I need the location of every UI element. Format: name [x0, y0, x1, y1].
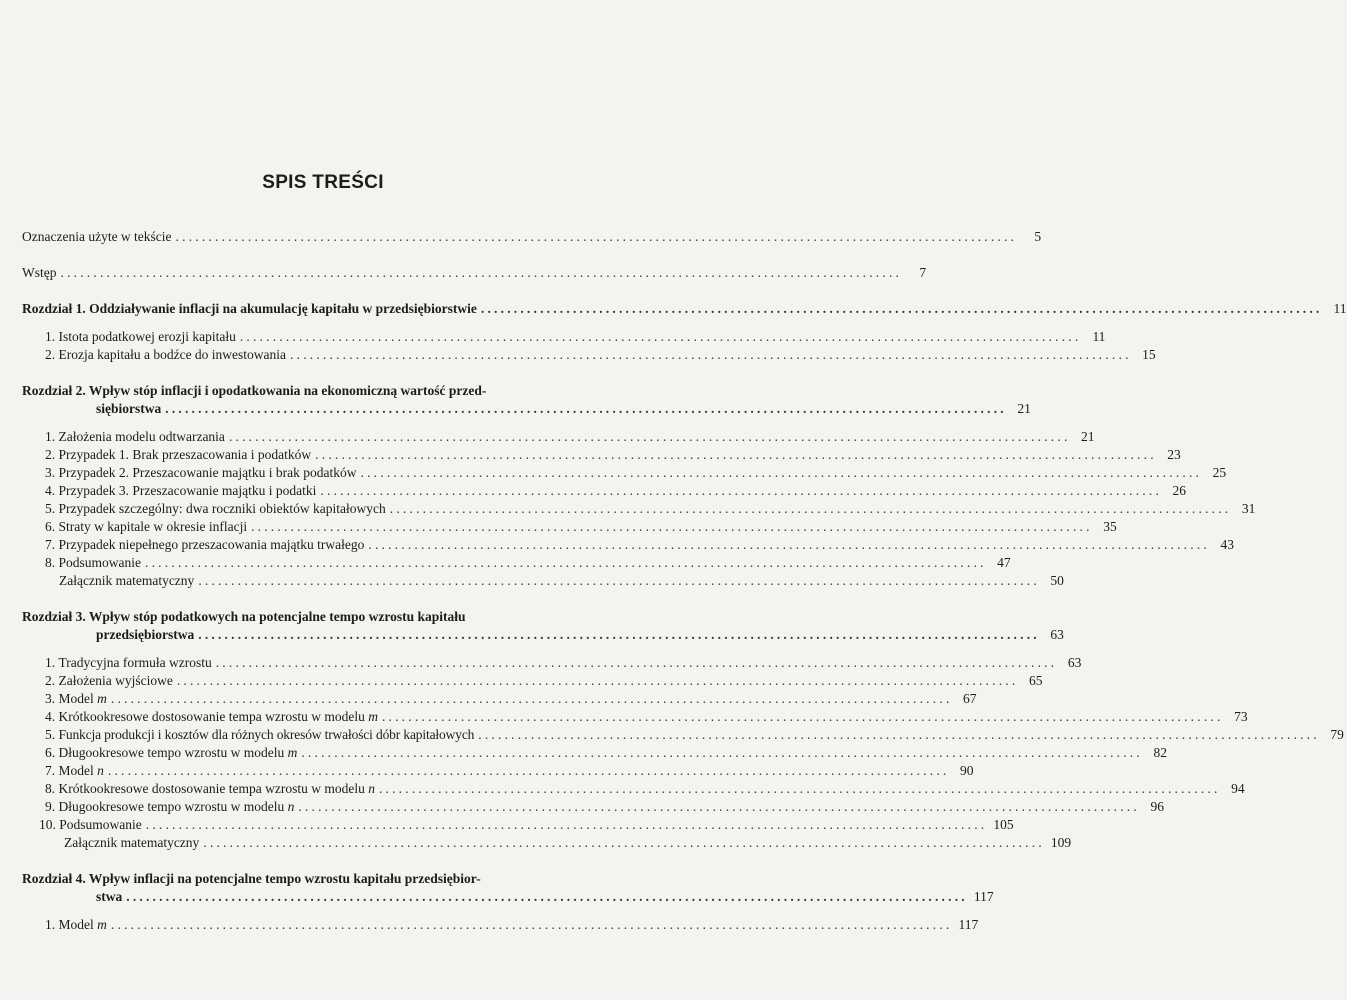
page-number: 35 — [1103, 519, 1117, 534]
toc-entry — [22, 690, 977, 708]
chapter-heading-continued — [22, 888, 994, 906]
page-number: 94 — [1231, 781, 1245, 796]
page-number: 65 — [1028, 673, 1043, 688]
page-number: 21 — [1017, 401, 1031, 416]
entry-text: Przypadek 2. Przeszacowanie majątku i brak podatków — [58, 465, 357, 480]
chapter-heading-continued — [22, 400, 1031, 418]
leader-dots: ................................................................................................................................ — [360, 465, 1203, 480]
page-number: 11 — [1092, 329, 1106, 344]
page-number: 11 — [1333, 301, 1347, 316]
leader-dots: ................................................................................................................................ — [60, 265, 903, 280]
toc-entry — [22, 572, 1064, 590]
page-number: 5 — [1034, 229, 1042, 244]
page-number: 50 — [1050, 573, 1064, 588]
entry-text: Straty w kapitale w okresie inflacji — [58, 519, 248, 534]
toc-entry — [22, 834, 1072, 852]
leader-dots: ................................................................................................................................ — [126, 889, 968, 904]
page-number: 90 — [959, 763, 974, 778]
toc-entry — [22, 916, 979, 934]
page-number: 47 — [997, 555, 1011, 570]
toc-entry — [22, 264, 927, 282]
toc-entry — [22, 428, 1095, 446]
entry-text: Model — [58, 917, 94, 932]
page-title: SPIS TREŚCI — [262, 172, 384, 193]
toc-entry — [22, 464, 1227, 482]
toc-entry — [22, 816, 1014, 834]
leader-dots: ................................................................................................................................ — [389, 501, 1232, 516]
leader-dots: ................................................................................................................................ — [176, 673, 1019, 688]
entry-text: Przypadek niepełnego przeszacowania majątku trwałego — [58, 537, 365, 552]
leader-dots: ................................................................................................................................ — [378, 781, 1221, 796]
entry-number: 5. — [45, 501, 56, 516]
leader-dots: ................................................................................................................................ — [107, 763, 950, 778]
toc-entry — [22, 482, 1187, 500]
page-number: 25 — [1212, 465, 1227, 480]
entry-number: 2. — [45, 447, 56, 462]
page-number: 105 — [993, 817, 1014, 832]
entry-text: Przypadek 3. Przeszacowanie majątku i podatki — [58, 483, 317, 498]
entry-number: 1. — [45, 429, 56, 444]
entry-number: 5. — [45, 727, 56, 742]
entry-number: 9. — [45, 799, 56, 814]
toc-entry — [22, 446, 1181, 464]
entry-text: Oznaczenia użyte w tekście — [22, 229, 172, 244]
leader-dots: ................................................................................................................................ — [215, 655, 1058, 670]
entry-text: Model — [58, 763, 94, 778]
entry-text: Krótkookresowe dostosowanie tempa wzrostu w modelu — [58, 709, 365, 724]
entry-text: Podsumowanie — [58, 555, 141, 570]
leader-dots: ................................................................................................................................ — [239, 329, 1082, 344]
leader-dots: ................................................................................................................................ — [298, 799, 1140, 814]
leader-dots: ................................................................................................................................ — [480, 301, 1323, 316]
table-of-contents — [22, 228, 1347, 934]
model-variable: m — [287, 745, 298, 760]
entry-text: Erozja kapitału a bodźce do inwestowania — [58, 347, 287, 362]
page-number: 43 — [1220, 537, 1234, 552]
chapter-heading-continued — [22, 626, 1064, 644]
leader-dots: ................................................................................................................................ — [110, 917, 953, 932]
entry-number: 1. — [45, 655, 56, 670]
leader-dots: ................................................................................................................................ — [110, 691, 953, 706]
toc-entry — [22, 500, 1256, 518]
leader-dots: ................................................................................................................................ — [381, 709, 1224, 724]
model-variable: n — [97, 763, 104, 778]
entry-number: 6. — [45, 745, 56, 760]
leader-dots: ................................................................................................................................ — [165, 401, 1007, 416]
entry-number: 1. — [45, 917, 56, 932]
page-number: 117 — [958, 917, 979, 932]
entry-number: 6. — [45, 519, 56, 534]
entry-text: Tradycyjna formuła wzrostu — [58, 655, 212, 670]
entry-number: 1. — [45, 329, 56, 344]
entry-text: Krótkookresowe dostosowanie tempa wzrostu w modelu — [58, 781, 365, 796]
page-number: 67 — [962, 691, 977, 706]
leader-dots: ................................................................................................................................ — [320, 483, 1163, 498]
entry-number: 4. — [45, 709, 56, 724]
toc-entry — [22, 672, 1043, 690]
page-number: 73 — [1234, 709, 1248, 724]
toc-entry — [22, 518, 1117, 536]
toc-entry — [22, 554, 1011, 572]
page-number: 26 — [1172, 483, 1187, 498]
model-variable: m — [97, 917, 107, 932]
entry-text: przedsiębiorstwa — [96, 627, 195, 642]
entry-text: siębiorstwa — [96, 401, 162, 416]
toc-entry — [22, 726, 1344, 744]
toc-entry — [22, 328, 1106, 346]
page-number: 23 — [1167, 447, 1181, 462]
toc-entry — [22, 346, 1156, 364]
model-variable: n — [287, 799, 295, 814]
entry-text: Wstęp — [22, 265, 57, 280]
page-number: 82 — [1153, 745, 1167, 760]
page-number: 79 — [1330, 727, 1344, 742]
entry-text: Założenia modelu odtwarzania — [58, 429, 225, 444]
entry-text: Funkcja produkcji i kosztów dla różnych okresów trwałości dóbr kapitałowych — [58, 727, 475, 742]
leader-dots: ................................................................................................................................ — [175, 229, 1018, 244]
toc-entry — [22, 744, 1167, 762]
entry-text: Podsumowanie — [59, 817, 142, 832]
leader-dots: ................................................................................................................................ — [198, 627, 1040, 642]
entry-number: 7. — [45, 763, 56, 778]
entry-number: 8. — [45, 781, 56, 796]
entry-text: Przypadek 1. Brak przeszacowania i podatków — [58, 447, 312, 462]
entry-number: 7. — [45, 537, 56, 552]
chapter-heading — [22, 300, 1347, 318]
leader-dots: ................................................................................................................................ — [145, 555, 987, 570]
leader-dots: ................................................................................................................................ — [145, 817, 988, 832]
model-variable: m — [97, 691, 107, 706]
page-number: 31 — [1241, 501, 1256, 516]
page-number: 7 — [919, 265, 927, 280]
toc-entry — [22, 654, 1082, 672]
leader-dots: ................................................................................................................................ — [301, 745, 1143, 760]
model-variable: n — [368, 781, 375, 796]
toc-entry — [22, 798, 1164, 816]
page-number: 15 — [1142, 347, 1156, 362]
leader-dots: ................................................................................................................................ — [368, 537, 1210, 552]
chapter-heading: Rozdział 4. Wpływ inflacji na potencjalne tempo wzrostu kapitału przedsiębior- — [22, 871, 481, 886]
toc-entry — [22, 536, 1234, 554]
toc-entry — [22, 780, 1245, 798]
entry-number: 2. — [45, 673, 56, 688]
page-number: 96 — [1150, 799, 1164, 814]
entry-text: Założenia wyjściowe — [58, 673, 173, 688]
leader-dots: ................................................................................................................................ — [290, 347, 1132, 362]
entry-number: 8. — [45, 555, 56, 570]
leader-dots: ................................................................................................................................ — [251, 519, 1093, 534]
entry-text: Istota podatkowej erozji kapitału — [58, 329, 236, 344]
chapter-heading: Rozdział 3. Wpływ stóp podatkowych na potencjalne tempo wzrostu kapitału — [22, 609, 466, 624]
entry-text: Rozdział 1. Oddziaływanie inflacji na akumulację kapitału w przedsiębiorstwie — [22, 301, 477, 316]
leader-dots: ................................................................................................................................ — [478, 727, 1320, 742]
entry-number: 4. — [45, 483, 56, 498]
entry-text: Załącznik matematyczny — [59, 573, 195, 588]
leader-dots: ................................................................................................................................ — [315, 447, 1157, 462]
page-number: 109 — [1050, 835, 1072, 850]
leader-dots: ................................................................................................................................ — [198, 573, 1040, 588]
toc-entry — [22, 762, 974, 780]
model-variable: m — [368, 709, 378, 724]
page-number: 63 — [1050, 627, 1064, 642]
leader-dots: ................................................................................................................................ — [203, 835, 1045, 850]
entry-text: stwa — [96, 889, 123, 904]
chapter-heading: Rozdział 2. Wpływ stóp inflacji i opodatkowania na ekonomiczną wartość przed- — [22, 383, 487, 398]
page-number: 21 — [1081, 429, 1095, 444]
entry-number: 3. — [45, 691, 56, 706]
entry-text: Załącznik matematyczny — [64, 835, 200, 850]
entry-text: Model — [58, 691, 94, 706]
entry-text: Długookresowe tempo wzrostu w modelu — [58, 745, 285, 760]
leader-dots: ................................................................................................................................ — [228, 429, 1071, 444]
page-number: 63 — [1067, 655, 1082, 670]
entry-text: Przypadek szczególny: dwa roczniki obiektów kapitałowych — [58, 501, 386, 516]
toc-entry — [22, 708, 1248, 726]
page-number: 117 — [973, 889, 994, 904]
entry-text: Długookresowe tempo wzrostu w modelu — [58, 799, 285, 814]
entry-number: 3. — [45, 465, 56, 480]
entry-number: 10. — [39, 817, 56, 832]
entry-number: 2. — [45, 347, 56, 362]
toc-entry — [22, 228, 1042, 246]
